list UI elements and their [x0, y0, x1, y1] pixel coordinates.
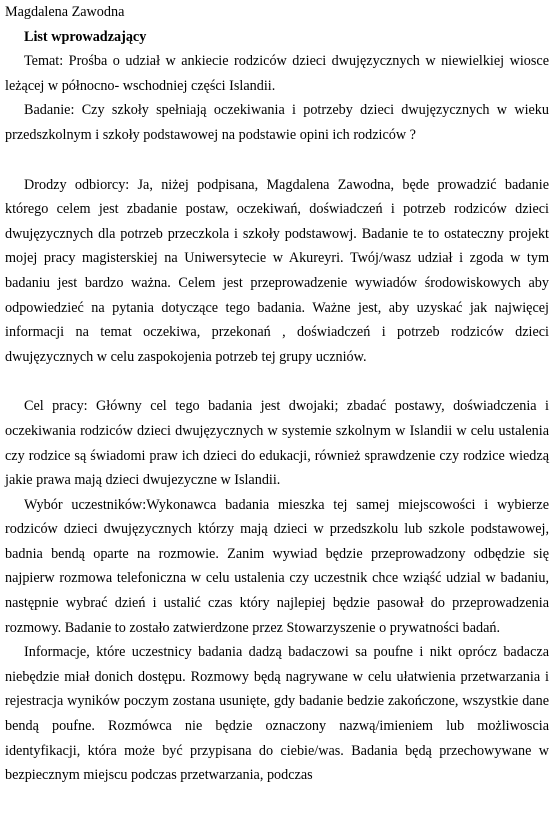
goal-paragraph: Cel pracy: Główny cel tego badania jest dwojaki; zbadać postawy, doświadczenia i oczekiwania rodziców dzieci dwujęzycznych w systemie szkolnym w Islandii w celu ustalenia czy rodzice są świadomi praw ich dzieci do edukacji, również sprawdzenie czy rodzice wiedzą jakie prawa mają dzieci dwujezyczne w Islandii.	[5, 398, 549, 489]
greeting-paragraph: Drodzy odbiorcy: Ja, niżej podpisana, Magdalena Zawodna, będe prowadzić badanie którego celem jest zbadanie postaw, oczekiwań, doświadczeń i potrzeb rodziców dzieci dwujęzycznych dla potrzeb przeczkola i szkoły podstawowj. Badanie te to ostateczny projekt mojej pracy magisterskiej na Uniwersytecie w Akureyri. Twój/wasz udział i zgoda w tym badaniu jest bardzo ważna. Celem jest przeprowadzenie wywiadów środowiskowych aby odpowiedzieć na pytania dotyczące tego badania. Ważne jest, aby uzyskać jak najwięcej informacji na temat oczekiwa, przekonań , doświadczeń i potrzeb rodziców dzieci dwujęzycznych w celu zaspokojenia potrzeb tej grupy uczniów.	[5, 176, 549, 365]
participants-paragraph: Wybór uczestników:Wykonawca badania mieszka tej samej miejscowości i wybierze rodziców dzieci dwujęzycznych którzy mają dzieci w przedszkolu lub szkole podstawowej, badnia bendą oparte na rozmowie. Zanim wywiad będzie przeprowadzony odbędzie się najpierw rozmowa telefoniczna w celu ustalenia czy uczestnik chce wziąść udzial w badaniu, następnie wybrać dzień i ustalić czas który najlepiej będzie pasował do przeprowadzenia rozmowy. Badanie to zostało zatwierdzone przez Stowarzyszenie o prywatności badań.	[5, 496, 549, 636]
paragraph-spacer	[5, 148, 549, 173]
author-name: Magdalena Zawodna	[5, 4, 125, 20]
letter-title: List wprowadzający	[24, 28, 147, 45]
confidentiality-paragraph: Informacje, które uczestnicy badania dadzą badaczowi sa poufne i nikt oprócz badacza niebędzie miał donich dostępu. Rozmowy będą nagrywane w celu ułatwienia przetwarzania i rejestracja wyników poczym zostana usunięte, gdy badanie bedzie zakończone, wszystkie dane bendą poufne. Rozmówca nie będzie oznaczony nazwą/imieniem lub możliwoscia identyfikacji, która może być przypisana do ciebie/was. Badania będą przechowywane w bezpiecznym miejscu podczas przetwarzania, podczas	[5, 644, 549, 784]
research-question-paragraph: Badanie: Czy szkoły spełniają oczekiwania i potrzeby dzieci dwujęzycznych w wieku przedszkolnym i szkoły podstawowej na podstawie opini ich rodziców ?	[5, 102, 549, 143]
topic-paragraph: Temat: Prośba o udział w ankiecie rodziców dzieci dwujęzycznych w niewielkiej wiosce leżącej w północno- wschodniej części Islandii.	[5, 53, 549, 94]
paragraph-spacer	[5, 369, 549, 394]
